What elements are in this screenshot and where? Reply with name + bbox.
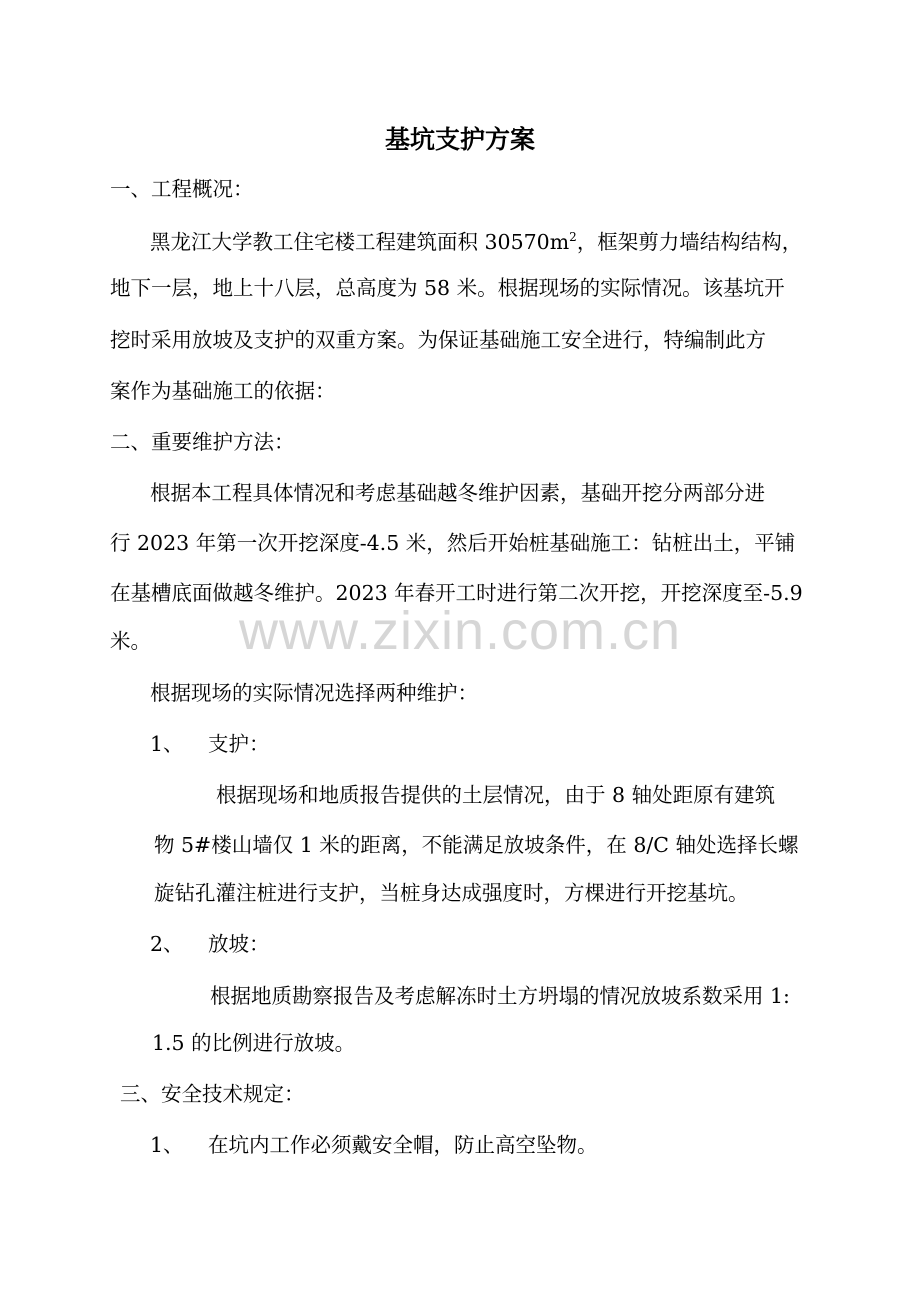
page-title: 基坑支护方案 [384,125,535,154]
list-item-2-line-1: 根据地质勘察报告及考虑解冻时土方坍塌的情况放坡系数采用 1: [210,984,790,1008]
section-2-para-1-line-4: 米。 [110,629,151,653]
list-item-2-label: 放坡： [208,932,270,956]
section-2-para-1-line-3: 在基槽底面做越冬维护。2023 年春开工时进行第二次开挖，开挖深度至-5.9 [110,581,803,605]
list-item-2-line-2: 1.5 的比例进行放坡。 [152,1031,356,1055]
list-item-1-line-1: 根据现场和地质报告提供的土层情况，由于 8 轴处距原有建筑 [216,783,776,807]
safety-item-1-text: 在坑内工作必须戴安全帽，防止高空坠物。 [208,1133,598,1157]
list-item-2 [150,931,270,957]
list-item-2-number: 2、 [150,932,184,956]
section-3-heading: 三、安全技术规定： [120,1082,305,1106]
section-1-line-3: 挖时采用放坡及支护的双重方案。为保证基础施工安全进行，特编制此方 [110,328,766,352]
list-item-1 [150,731,270,757]
list-item-1-number: 1、 [150,732,184,756]
section-1-line-2: 地下一层，地上十八层，总高度为 58 米。根据现场的实际情况。该基坑开 [110,276,785,300]
watermark: www.zixin.com.cn [238,601,682,661]
list-item-1-label: 支护： [208,732,270,756]
section-1-line-1 [150,229,802,255]
list-item-1-line-2: 物 5#楼山墙仅 1 米的距离，不能满足放坡条件，在 8/C 轴处选择长螺 [154,833,799,857]
section-1-line-4: 案作为基础施工的依据： [110,379,336,403]
area-text: 黑龙江大学教工住宅楼工程建筑面积 30570m [150,230,570,254]
section-2-para-1-line-1: 根据本工程具体情况和考虑基础越冬维护因素，基础开挖分两部分进 [150,481,765,505]
safety-item-1-number: 1、 [150,1133,184,1157]
structure-text: ，框架剪力墙结构结构， [576,230,803,254]
list-item-1-line-3: 旋钻孔灌注桩进行支护，当桩身达成强度时，方棵进行开挖基坑。 [154,881,749,905]
section-1-heading: 一、工程概况： [110,177,254,201]
area-superscript: 2 [569,230,577,245]
section-2-para-2: 根据现场的实际情况选择两种维护： [150,681,478,705]
section-2-heading: 二、重要维护方法： [110,430,295,454]
safety-item-1 [150,1132,598,1158]
section-2-para-1-line-2: 行 2023 年第一次开挖深度-4.5 米，然后开始桩基础施工：钻桩出土，平铺 [110,531,796,555]
